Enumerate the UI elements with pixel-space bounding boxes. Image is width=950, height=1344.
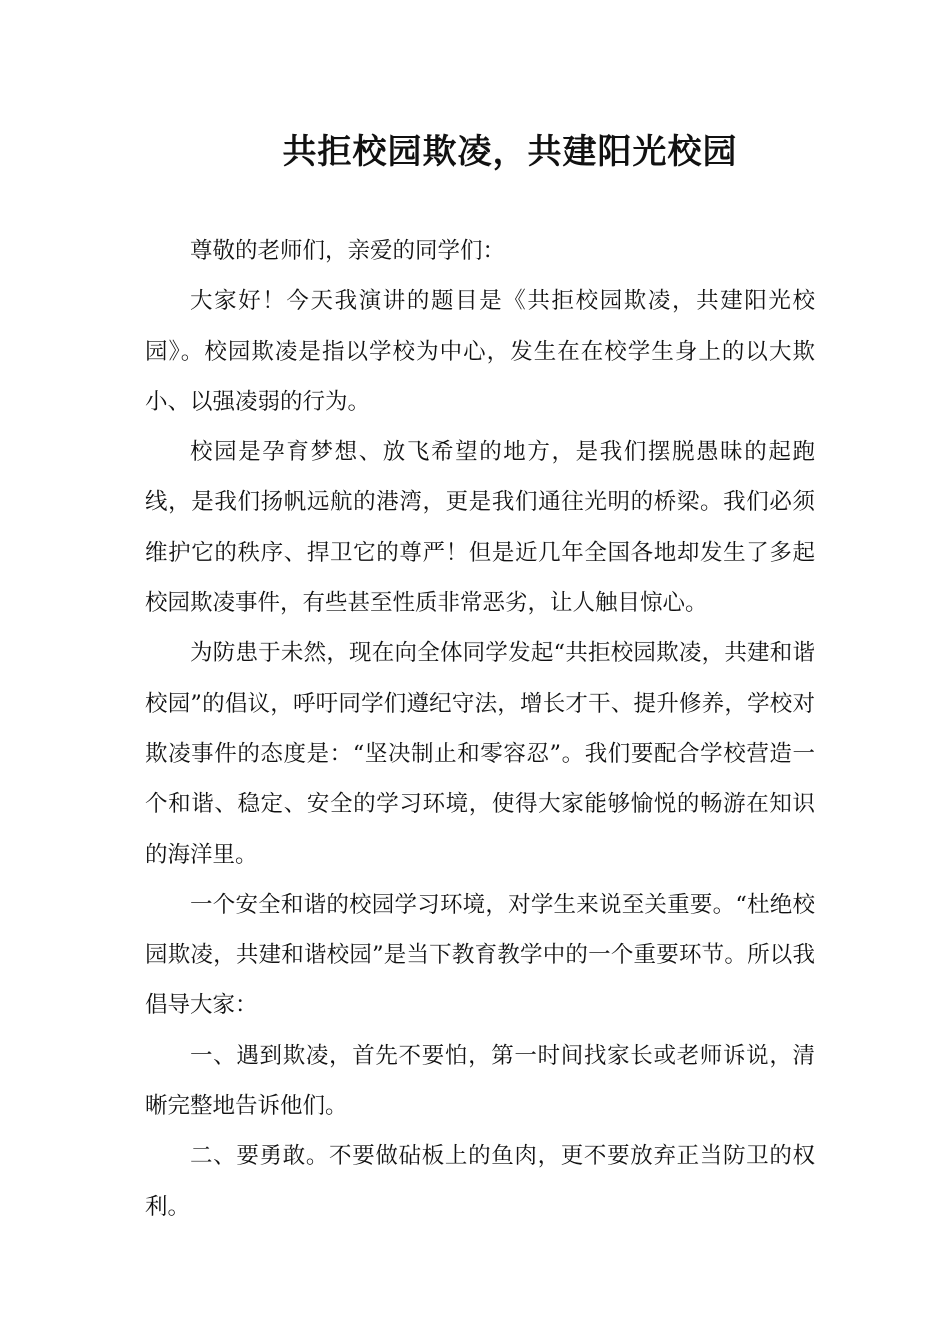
paragraph-salutation: 尊敬的老师们，亲爱的同学们： — [190, 238, 506, 264]
document-title: 共拒校园欺凌，共建阳光校园 — [282, 132, 738, 172]
document-body — [145, 226, 815, 1232]
paragraph-point-two: 二、要勇敢。不要做砧板上的鱼肉，更不要放弃正当防卫的权利。 — [145, 1143, 815, 1220]
paragraph-campus: 校园是孕育梦想、放飞希望的地方，是我们摆脱愚昧的起跑线，是我们扬帆远航的港湾，更是我们通往光明的桥梁。我们必须维护它的秩序、捍卫它的尊严！但是近几年全国各地却发生了多起校园欺凌事件，有些甚至性质非常恶劣，让人触目惊心。 — [145, 439, 815, 617]
paragraph-point-one: 一、遇到欺凌，首先不要怕，第一时间找家长或老师诉说，清晰完整地告诉他们。 — [145, 1042, 815, 1120]
paragraph-environment: 一个安全和谐的校园学习环境，对学生来说至关重要。“杜绝校园欺凌，共建和谐校园”是当下教育教学中的一个重要环节。所以我倡导大家： — [145, 891, 815, 1019]
paragraph-greeting: 大家好！今天我演讲的题目是《共拒校园欺凌，共建阳光校园》。校园欺凌是指以学校为中心，发生在在校学生身上的以大欺小、以强凌弱的行为。 — [145, 288, 815, 415]
paragraph-initiative: 为防患于未然，现在向全体同学发起“共拒校园欺凌，共建和谐校园”的倡议，呼吁同学们遵纪守法，增长才干、提升修养，学校对欺凌事件的态度是：“坚决制止和零容忍”。我们要配合学校营造一个和谐、稳定、安全的学习环境，使得大家能够愉悦的畅游在知识的海洋里。 — [145, 640, 815, 868]
